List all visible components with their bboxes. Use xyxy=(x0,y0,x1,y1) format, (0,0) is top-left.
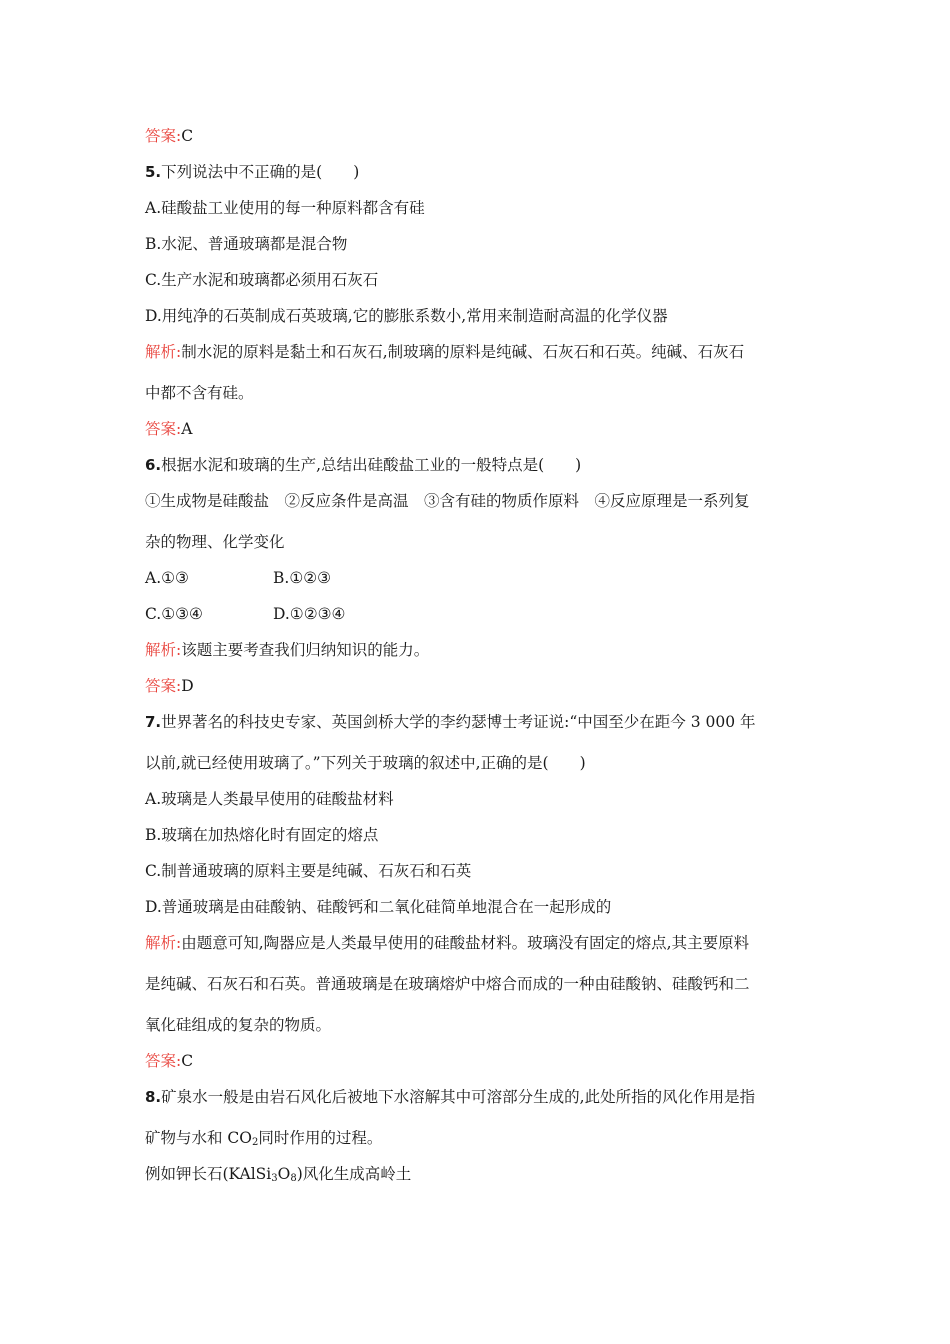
q6-analysis xyxy=(145,640,429,660)
question-text: 根据水泥和玻璃的生产,总结出硅酸盐工业的一般特点是( ) xyxy=(161,456,582,474)
q7-analysis-line-3: 氧化硅组成的复杂的物质。 xyxy=(145,1016,332,1034)
question-5-stem xyxy=(145,162,359,182)
subscript: 2 xyxy=(252,1137,259,1148)
question-number: 8. xyxy=(145,1088,162,1106)
q6-items-line-1: ①生成物是硅酸盐 ②反应条件是高温 ③含有硅的物质作原料 ④反应原理是一系列复 xyxy=(145,492,750,510)
question-number: 6. xyxy=(145,456,162,474)
answer-4 xyxy=(145,126,193,146)
analysis-label: 解析: xyxy=(145,641,182,659)
q5-analysis xyxy=(145,342,744,362)
q6-items-line-2: 杂的物理、化学变化 xyxy=(145,533,285,551)
q5-option-a: A.硅酸盐工业使用的每一种原料都含有硅 xyxy=(145,199,425,217)
answer-value: D xyxy=(181,677,194,695)
answer-value: C xyxy=(181,1052,194,1070)
q5-option-d: D.用纯净的石英制成石英玻璃,它的膨胀系数小,常用来制造耐高温的化学仪器 xyxy=(145,307,668,325)
question-7-stem-line-2: 以前,就已经使用玻璃了。”下列关于玻璃的叙述中,正确的是( ) xyxy=(145,754,586,772)
answer-label: 答案: xyxy=(145,677,182,695)
subscript: 3 xyxy=(271,1173,278,1184)
answer-7 xyxy=(145,1051,193,1071)
q5-option-b: B.水泥、普通玻璃都是混合物 xyxy=(145,235,348,253)
q7-option-d: D.普通玻璃是由硅酸钠、硅酸钙和二氧化硅简单地混合在一起形成的 xyxy=(145,898,612,916)
analysis-text: 由题意可知,陶器应是人类最早使用的硅酸盐材料。玻璃没有固定的熔点,其主要原料 xyxy=(181,934,750,952)
q7-option-a: A.玻璃是人类最早使用的硅酸盐材料 xyxy=(145,790,394,808)
analysis-text: 该题主要考查我们归纳知识的能力。 xyxy=(181,641,430,659)
subscript: 8 xyxy=(290,1173,297,1184)
answer-5 xyxy=(145,419,192,439)
question-8-stem xyxy=(145,1087,755,1107)
text-segment: 同时作用的过程。 xyxy=(258,1129,383,1147)
text-segment: 例如钾长石(KAlSi xyxy=(145,1165,272,1183)
answer-label: 答案: xyxy=(145,1052,182,1070)
q7-option-c: C.制普通玻璃的原料主要是纯碱、石灰石和石英 xyxy=(145,862,472,880)
q7-option-b: B.玻璃在加热熔化时有固定的熔点 xyxy=(145,826,379,844)
question-text: 下列说法中不正确的是( ) xyxy=(161,163,360,181)
text-segment: 矿物与水和 CO xyxy=(145,1129,252,1147)
question-6-stem xyxy=(145,455,581,475)
analysis-text: 制水泥的原料是黏土和石灰石,制玻璃的原料是纯碱、石灰石和石英。纯碱、石灰石 xyxy=(181,343,745,361)
q6-option-a: A.①③ xyxy=(145,569,189,587)
answer-value: A xyxy=(181,420,193,438)
q7-analysis xyxy=(145,933,749,953)
answer-value: C xyxy=(181,127,194,145)
q5-option-c: C.生产水泥和玻璃都必须用石灰石 xyxy=(145,271,379,289)
question-number: 7. xyxy=(145,713,162,731)
question-text: 世界著名的科技史专家、英国剑桥大学的李约瑟博士考证说:“中国至少在距今 3 000 年 xyxy=(161,713,756,731)
answer-label: 答案: xyxy=(145,420,182,438)
q6-option-d: D.①②③④ xyxy=(273,605,346,623)
question-number: 5. xyxy=(145,163,162,181)
q5-analysis-line-2: 中都不含有硅。 xyxy=(145,384,254,402)
answer-label: 答案: xyxy=(145,127,182,145)
q6-option-b: B.①②③ xyxy=(273,569,332,587)
answer-6 xyxy=(145,676,194,696)
text-segment: O xyxy=(277,1165,291,1183)
analysis-label: 解析: xyxy=(145,343,182,361)
text-segment: )风化生成高岭土 xyxy=(296,1165,412,1183)
q7-analysis-line-2: 是纯碱、石灰石和石英。普通玻璃是在玻璃熔炉中熔合而成的一种由硅酸钠、硅酸钙和二 xyxy=(145,975,750,993)
question-text: 矿泉水一般是由岩石风化后被地下水溶解其中可溶部分生成的,此处所指的风化作用是指 xyxy=(161,1088,756,1106)
question-8-stem-line-2 xyxy=(145,1128,382,1148)
question-8-stem-line-3 xyxy=(145,1164,411,1184)
q6-option-c: C.①③④ xyxy=(145,605,203,623)
analysis-label: 解析: xyxy=(145,934,182,952)
question-7-stem xyxy=(145,712,756,732)
